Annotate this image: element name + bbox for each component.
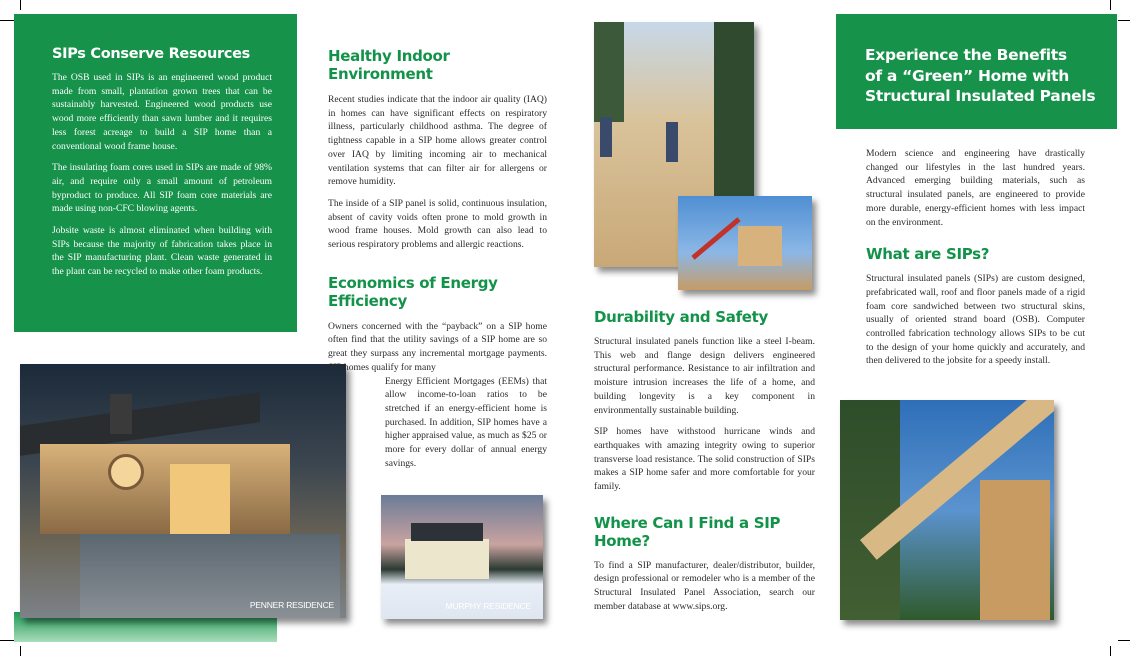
cover-title-line: Experience the Benefits [865,46,1067,64]
crane-panel-photo [678,196,812,290]
crop-mark [1110,0,1111,10]
paragraph: The OSB used in SIPs is an engineered wood product made from small, plantation grown trees that can be sustainably harvested. Engineered wood products use wood more efficiently than sawn lumber and it requires less forest acreage to build a SIP home than a conventional wood frame house. [52,72,272,152]
panel-2 [328,47,547,478]
penner-residence-photo [20,364,346,618]
crop-mark [1110,646,1111,656]
cover-title-line: Structural Insulated Panels [865,87,1096,105]
healthy-indoor-heading: Healthy Indoor Environment [328,47,450,83]
paragraph: The insulating foam cores used in SIPs are made of 98% air, and require only a small amount of petroleum byproduct to produce. All SIP foam core materials are made using non-CFC blowing agents. [52,162,272,215]
durability-heading: Durability and Safety [594,308,769,326]
paragraph: Structural insulated panels (SIPs) are custom designed, prefabricated wall, roof and floor panels made of a rigid foam core sandwiched between two structural skins, usually of oriented strand board (OSB). Computer controlled fabrication technology allows SIPs to be cut to the design of your home quickly and accurately, and then delivered to the jobsite for a speedy install. [866,273,1085,367]
crop-mark [0,20,14,21]
crop-mark [20,646,21,656]
paragraph: Recent studies indicate that the indoor air quality (IAQ) in homes can have significant effects on respiratory illness, particularly childhood asthma. The degree of tightness capable in a SIP home allows greater control over IAQ by limiting incoming air to mechanical ventilation systems that can filter air for allergens or remove humidity. [328,94,547,188]
paragraph: The inside of a SIP panel is solid, continuous insulation, absent of cavity voids often prone to mold growth in wood frame houses. Mold growth can also lead to serious respiratory problems and allergic reactions. [328,197,547,251]
paragraph: To find a SIP manufacturer, dealer/distributor, builder, design professional or remodeler who is a member of the Structural Insulated Panel Association, search our member database at www.sips.org. [594,559,815,612]
panel-3 [594,308,815,622]
economics-heading: Economics of Energy Efficiency [328,273,498,310]
panel-4 [866,147,1085,376]
murphy-residence-photo [381,495,543,619]
crop-mark [20,0,21,10]
paragraph: SIP homes have withstood hurricane winds and earthquakes with amazing integrity owing to superior transverse load resistance. The solid construction of SIPs makes a SIP home safer and more comfortable for your family. [594,426,815,493]
what-are-sips-heading: What are SIPs? [866,245,990,264]
crop-mark [1118,640,1130,641]
paragraph: Jobsite waste is almost eliminated when building with SIPs because the majority of fabrication takes place in the SIP manufacturing plant. Clean waste generated in the plant can be recycled to make other foam products. [52,225,272,278]
crop-mark [0,640,14,641]
cover-title-box [836,14,1117,129]
paragraph: Structural insulated panels function like a steel I-beam. This web and flange design delivers engineered structural performance. Resistance to air infiltration and moisture intrusion increases the life of a home, and building longevity is a key component in environmentally sustainable building. [594,336,815,416]
roof-panel-install-photo [840,400,1054,620]
photo-caption: MURPHY RESIDENCE [445,601,531,611]
paragraph: Modern science and engineering have drastically changed our lifestyles in the last hundred years. Advanced emerging building materials, such as structural insulated panels, are engineered to provide more durable, energy-efficient homes with less impact on the environment. [866,148,1085,228]
photo-caption: PENNER RESIDENCE [249,600,334,610]
paragraph: Energy Efficient Mortgages (EEMs) that allow income-to-loan ratios to be stretched if an energy-efficient home is purchased. In addition, SIP homes have a higher appraised value, as much as $25 or more for every dollar of annual energy savings. [385,375,547,469]
conserve-resources-box [14,14,297,332]
conserve-resources-heading: SIPs Conserve Resources [52,46,250,62]
cover-title-line: of a “Green” Home with [865,66,1069,85]
where-find-heading: Where Can I Find a SIP Home? [594,513,781,550]
paragraph: Owners concerned with the “payback” on a SIP home often find that the utility savings of a SIP home are so great they surpass any incremental mortgage payments. SIP homes qualify for many [328,320,547,373]
crop-mark [1118,20,1130,21]
